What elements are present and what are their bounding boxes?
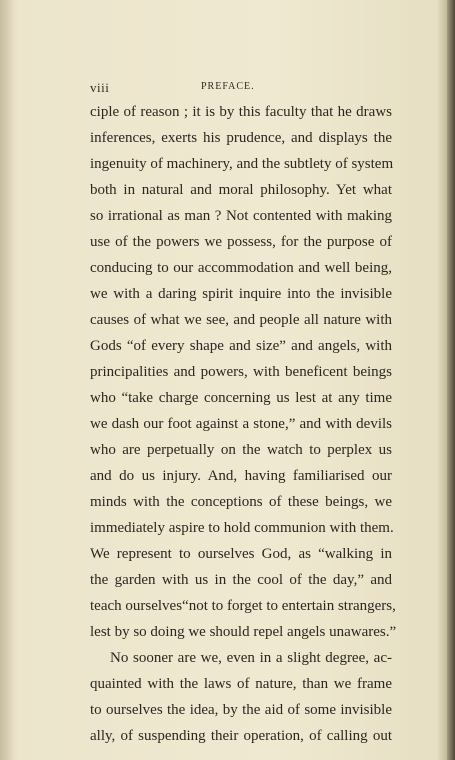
running-head: PREFACE. <box>201 81 255 92</box>
text-line: the garden with us in the cool of the day,” and <box>90 572 392 588</box>
text-line: who “take charge concerning us lest at any time <box>90 390 392 406</box>
text-line: ingenuity of machinery, and the subtlety of system <box>90 156 394 172</box>
text-line: teach ourselves“not to forget to entertain strangers, <box>90 598 396 614</box>
text-line: who are perpetually on the watch to perplex us <box>90 442 392 458</box>
text-line: we with a daring spirit inquire into the invisible <box>90 286 392 302</box>
text-line: We represent to ourselves God, as “walking in <box>90 546 392 562</box>
text-line: ciple of reason ; it is by this faculty that he draws <box>90 104 392 120</box>
text-line: minds with the conceptions of these beings, we <box>90 494 392 510</box>
text-line: inferences, exerts his prudence, and displays the <box>90 130 392 146</box>
text-line: causes of what we see, and people all nature with <box>90 312 392 328</box>
text-line: ally, of suspending their operation, of calling out <box>90 728 392 744</box>
text-line: use of the powers we possess, for the purpose of <box>90 234 392 250</box>
text-line: we dash our foot against a stone,” and with devils <box>90 416 392 432</box>
text-line: lest by so doing we should repel angels unawares.” <box>90 624 397 640</box>
text-line: conducing to our accommodation and well being, <box>90 260 392 276</box>
binding-edge <box>447 0 455 760</box>
text-line: quainted with the laws of nature, than we frame <box>90 676 392 692</box>
body-text <box>90 99 397 749</box>
text-line: immediately aspire to hold communion with them. <box>90 520 394 536</box>
gutter-shadow <box>0 0 18 760</box>
text-line: to ourselves the idea, by the aid of some invisible <box>90 702 392 718</box>
page-header <box>90 80 390 96</box>
text-line: principalities and powers, with beneficent beings <box>90 364 392 380</box>
page-number: viii <box>90 80 110 95</box>
text-line: and do us injury. And, having familiarised our <box>90 468 392 484</box>
text-line: so irrational as man ? Not contented with making <box>90 208 392 224</box>
text-line: No sooner are we, even in a slight degree, ac- <box>110 650 392 666</box>
text-line: both in natural and moral philosophy. Yet what <box>90 182 392 198</box>
text-line: Gods “of every shape and size” and angels, with <box>90 338 392 354</box>
